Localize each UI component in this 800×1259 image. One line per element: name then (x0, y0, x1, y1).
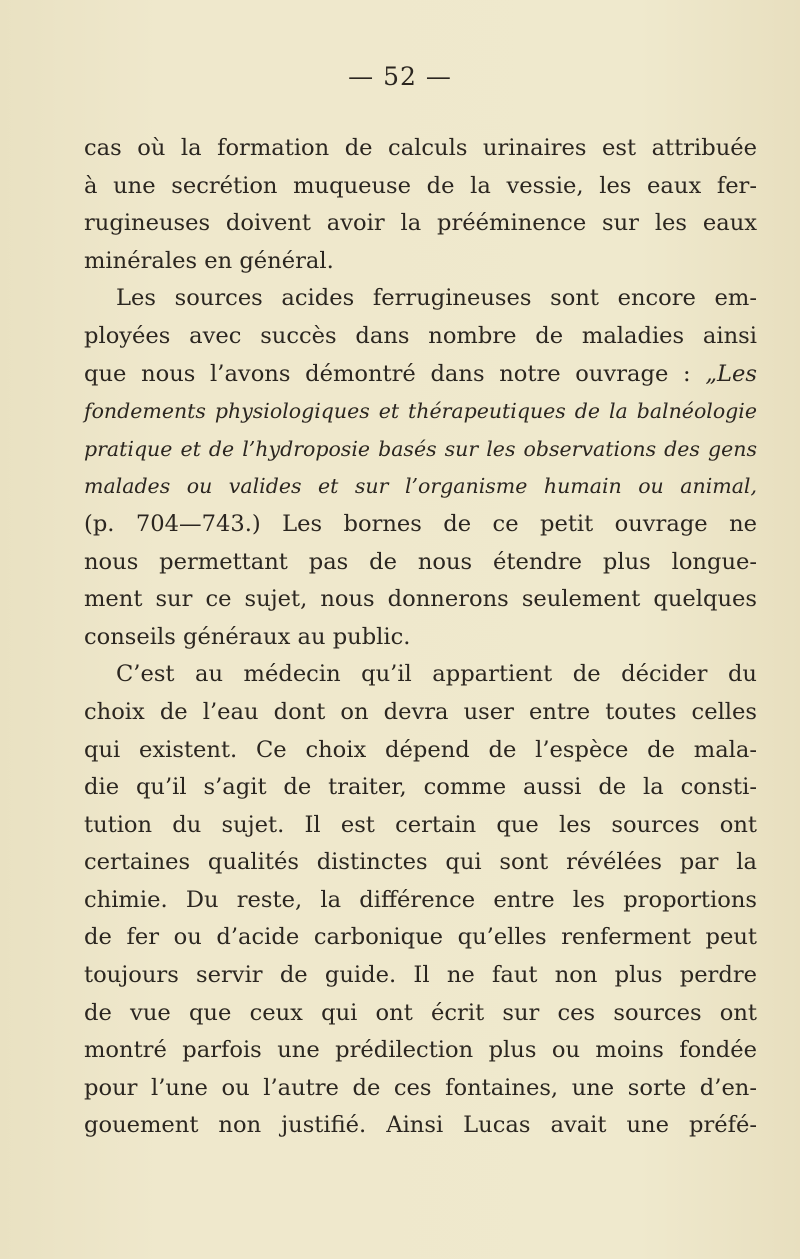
italic-title-line: fondements physiologiques et thérapeutiques de la balnéologie (84, 399, 757, 424)
text-line: montré parfois une prédilection plus ou moins fondée (84, 1037, 757, 1064)
text-line: die qu’il s’agit de traiter, comme aussi de la consti- (84, 774, 757, 801)
text-line: C’est au médecin qu’il appartient de décider du (116, 661, 757, 688)
text-line: chimie. Du reste, la différence entre les proportions (84, 886, 757, 913)
italic-title-line: malades ou valides et sur l’organisme humain ou animal, (84, 474, 757, 499)
text-line: minérales en général. (84, 247, 334, 274)
text-line: Les sources acides ferrugineuses sont encore em- (116, 285, 757, 312)
text-line: certaines qualités distinctes qui sont révélées par la (84, 849, 757, 876)
text-line: ment sur ce sujet, nous donnerons seulement quelques (84, 586, 757, 613)
text-line (84, 356, 757, 394)
italic-title-line: pratique et de l’hydroposie basés sur les observations des gens (84, 436, 757, 461)
text-line: toujours servir de guide. Il ne faut non plus perdre (84, 962, 757, 989)
text-line: de vue que ceux qui ont écrit sur ces sources ont (84, 999, 757, 1026)
text-line: gouement non justifié. Ainsi Lucas avait une préfé- (84, 1112, 757, 1139)
text-line: rugineuses doivent avoir la prééminence sur les eaux (84, 210, 757, 237)
text-line: à une secrétion muqueuse de la vessie, les eaux fer- (84, 172, 757, 199)
text-line: tution du sujet. Il est certain que les sources ont (84, 811, 757, 838)
italic-title-start: „Les (705, 360, 757, 387)
text-segment: que nous l’avons démontré dans notre ouvrage : (84, 360, 691, 387)
text-line: (p. 704—743.) Les bornes de ce petit ouvrage ne (84, 510, 757, 537)
text-line: cas où la formation de calculs urinaires est attribuée (84, 135, 757, 161)
text-line: de fer ou d’acide carbonique qu’elles renferment peut (84, 924, 757, 951)
text-line: ployées avec succès dans nombre de maladies ainsi (84, 322, 757, 349)
text-line: qui existent. Ce choix dépend de l’espèce de mala- (84, 736, 757, 763)
page-number: — 52 — (348, 62, 452, 91)
text-line: nous permettant pas de nous étendre plus longue- (84, 548, 757, 575)
text-line: choix de l’eau dont on devra user entre toutes celles (84, 698, 757, 725)
text-line: conseils généraux au public. (84, 623, 411, 650)
text-line: pour l’une ou l’autre de ces fontaines, une sorte d’en- (84, 1074, 757, 1101)
body-text (84, 130, 757, 1145)
